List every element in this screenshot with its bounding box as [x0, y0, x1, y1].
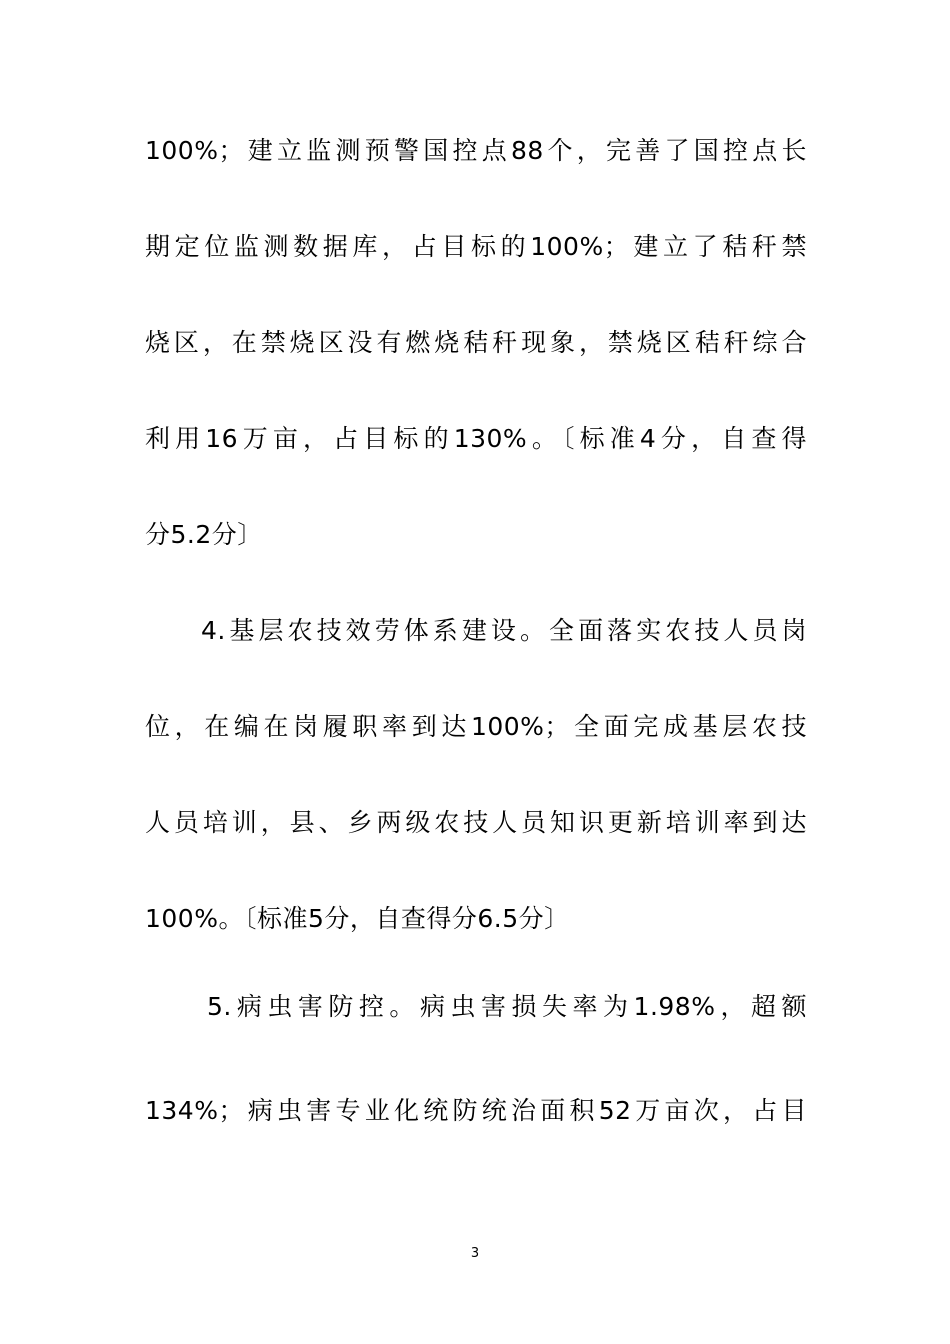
text-line-8: 人员培训，县、乡两级农技人员知识更新培训率到达 — [145, 808, 807, 837]
text-line-2: 期定位监测数据库，占目标的100%；建立了秸秆禁 — [145, 232, 807, 261]
text-line-9: 100%。〔标准5分，自查得分6.5分〕 — [145, 904, 570, 933]
text-line-1: 100%；建立监测预警国控点88个，完善了国控点长 — [145, 136, 807, 165]
text-line-11: 134%；病虫害专业化统防统治面积52万亩次，占目 — [145, 1096, 807, 1125]
text-line-3: 烧区，在禁烧区没有燃烧秸秆现象，禁烧区秸秆综合 — [145, 328, 807, 357]
text-line-5: 分5.2分〕 — [145, 520, 263, 549]
page-number: 3 — [470, 1246, 480, 1261]
text-line-7: 位，在编在岗履职率到达100%；全面完成基层农技 — [145, 712, 807, 741]
section-heading-4: 4.基层农技效劳体系建设。全面落实农技人员岗 — [201, 616, 807, 645]
section-heading-5: 5.病虫害防控。病虫害损失率为1.98%，超额 — [207, 992, 807, 1021]
text-line-4: 利用16万亩，占目标的130%。〔标准4分，自查得 — [145, 424, 807, 453]
